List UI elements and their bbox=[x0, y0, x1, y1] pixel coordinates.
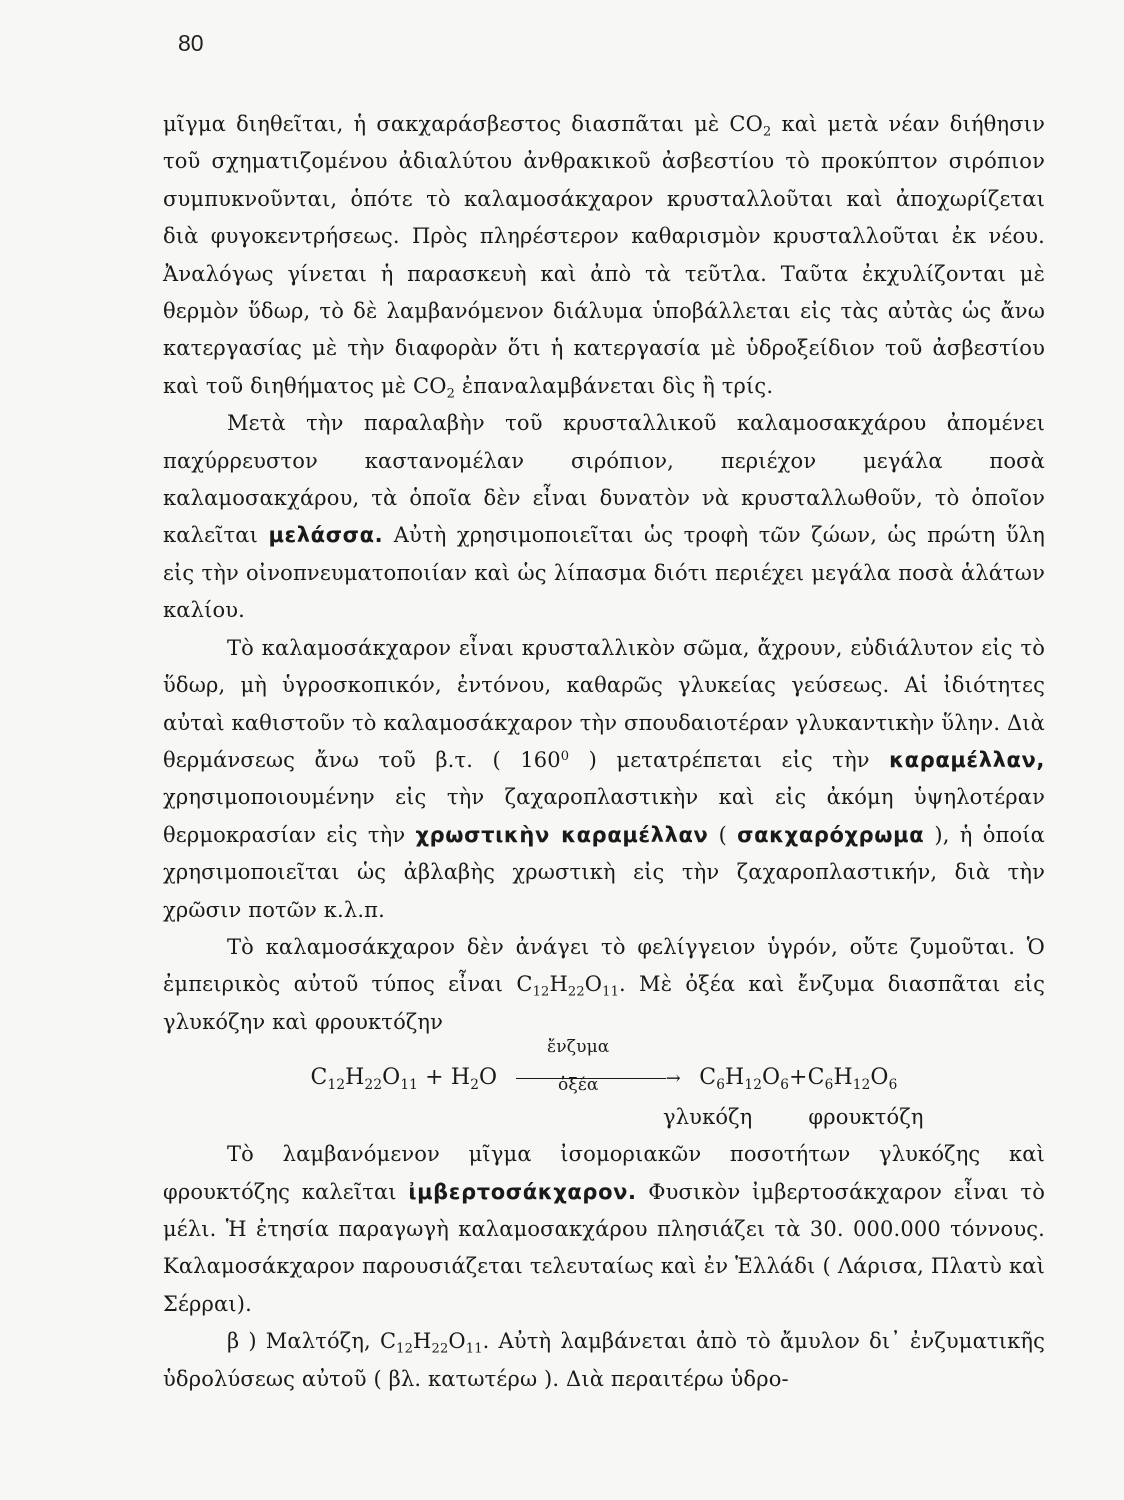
p1-subscript-b: 2 bbox=[446, 386, 456, 402]
eq-water-h: H bbox=[450, 1065, 471, 1091]
p2-text-a: Μετὰ τὴν παραλαβὴν τοῦ κρυσταλλικοῦ καλαμοσακχάρου ἀπομένει παχύρρευστον καστανομέλαν σιρόπιον, περιέχον μεγάλα ποσὰ καλαμοσακχάρου, τὰ ὁποῖα δὲν εἶναι δυνατὸν νὰ κρυσταλλωθοῦν, τὸ ὁποῖον καλεῖται bbox=[163, 411, 1045, 548]
p4-sub-3: 11 bbox=[602, 984, 620, 1000]
degree-superscript: 0 bbox=[560, 748, 570, 764]
p5-text-a: Τὸ λαμβανόμενον μῖγμα ἰσομοριακῶν ποσοτήτων γλυκόζης καὶ φρουκτόζης καλεῖται bbox=[163, 1142, 1045, 1204]
equation-line bbox=[163, 1037, 1045, 1097]
eq-c-sub: 12 bbox=[327, 1077, 346, 1094]
eq-o-sub: 11 bbox=[400, 1077, 418, 1094]
p6-text-b: . Αὐτὴ λαμβάνεται ἀπὸ τὸ ἄμυλον δι᾽ ἐνζυματικῆς ὑδρολύσεως αὐτοῦ ( βλ. κατωτέρω ). Διὰ περαιτέρω ὑδρο- bbox=[163, 1329, 1045, 1391]
eq-p1c-sub: 6 bbox=[716, 1077, 726, 1094]
eq-p1o: O bbox=[762, 1065, 781, 1091]
eq-p2c-sub: 6 bbox=[824, 1077, 834, 1094]
eq-p1o-sub: 6 bbox=[780, 1077, 790, 1094]
arrow-label-below: ὀξέα bbox=[557, 1075, 599, 1096]
p2-text-b: Αὐτὴ χρησιμοποιεῖται ὡς τροφὴ τῶν ζώων, ὡς πρώτη ὕλη εἰς τὴν οἰνοπνευματοποιίαν καὶ ὡς λίπασμα διότι περιέχει μεγάλα ποσὰ ἁλάτων καλίου. bbox=[163, 523, 1045, 623]
paragraph-3 bbox=[163, 630, 1045, 929]
eq-p1c: C bbox=[699, 1065, 717, 1091]
product-name-glucose: γλυκόζη bbox=[663, 1105, 753, 1130]
p3-text-b: ) μετατρέπεται εἰς τὴν bbox=[569, 747, 890, 772]
term-sakcharochroma: σακχαρόχρωμα bbox=[737, 822, 925, 847]
product-name-fructose: φρουκτόζη bbox=[808, 1105, 924, 1130]
p6-h: H bbox=[413, 1329, 432, 1354]
paragraph-6 bbox=[163, 1323, 1045, 1398]
term-melassa: μελάσσα. bbox=[268, 523, 384, 548]
eq-p2h: H bbox=[833, 1065, 853, 1091]
arrow-head: → bbox=[665, 1068, 681, 1090]
eq-water-o: O bbox=[479, 1065, 498, 1091]
p5-text-b: Φυσικὸν ἰμβερτοσάκχαρον εἶναι τὸ μέλι. Ἡ ἐτησία παραγωγὴ καλαμοσακχάρου πλησιάζει τὰ 30. 000.000 τόννους. Καλαμοσάκχαρον παρουσιάζεται τελευταίως καὶ ἐν Ἑλλάδι ( Λάρισα, Πλατὺ καὶ Σέρραι). bbox=[163, 1179, 1045, 1316]
p1-subscript-a: 2 bbox=[762, 124, 772, 140]
eq-p1h-sub: 12 bbox=[744, 1077, 763, 1094]
p6-o: O bbox=[448, 1329, 466, 1354]
eq-p2c: C bbox=[807, 1065, 825, 1091]
p4-sub-2: 22 bbox=[567, 984, 585, 1000]
eq-c: C bbox=[310, 1065, 328, 1091]
reaction-arrow bbox=[503, 1037, 693, 1097]
p4-h: H bbox=[549, 972, 568, 997]
paragraph-5 bbox=[163, 1136, 1045, 1323]
paragraph-4 bbox=[163, 929, 1045, 1041]
paragraph-2 bbox=[163, 405, 1045, 629]
body-text bbox=[163, 106, 1045, 1398]
eq-p2h-sub: 12 bbox=[852, 1077, 871, 1094]
p3-text-a: Τὸ καλαμοσάκχαρον εἶναι κρυσταλλικὸν σῶμα, ἄχρουν, εὐδιάλυτον εἰς τὸ ὕδωρ, μὴ ὑγροσκοπικόν, ἐντόνου, καθαρῶς γλυκείας γεύσεως. Αἱ ἰδιότητες αὐταὶ καθιστοῦν τὸ καλαμοσάκχαρον τὴν σπουδαιοτέραν γλυκαντικὴν ὕλην. Διὰ θερμάνσεως ἄνω τοῦ β.τ. ( 160 bbox=[163, 635, 1045, 772]
p3-text-c: χρησιμοποιουμένην εἰς τὴν ζαχαροπλαστικὴν καὶ εἰς ἀκόμη ὑψηλοτέραν θερμοκρασίαν εἰς τὴν bbox=[163, 785, 1045, 847]
eq-h-sub: 22 bbox=[364, 1077, 383, 1094]
p1-text-a: μῖγμα διηθεῖται, ἡ σακχαράσβεστος διασπᾶται μὲ CO bbox=[163, 112, 763, 136]
p6-sub-1: 12 bbox=[396, 1341, 414, 1357]
eq-plus-2: + bbox=[789, 1065, 808, 1091]
eq-p1h: H bbox=[725, 1065, 745, 1091]
eq-water-h-sub: 2 bbox=[470, 1077, 480, 1094]
p1-text-c: ἐπαναλαμβάνεται δὶς ἢ τρίς. bbox=[455, 373, 774, 398]
eq-o: O bbox=[382, 1065, 401, 1091]
p4-text-b: . Μὲ ὀξέα καὶ ἔνζυμα διασπᾶται εἰς γλυκόζην καὶ φρουκτόζην bbox=[163, 972, 1045, 1034]
p4-sub-1: 12 bbox=[532, 984, 550, 1000]
p6-sub-2: 22 bbox=[431, 1341, 449, 1357]
p4-o: O bbox=[584, 972, 603, 997]
eq-p2o: O bbox=[870, 1065, 889, 1091]
p6-sub-3: 11 bbox=[465, 1341, 483, 1357]
term-karamella: καραμέλλαν, bbox=[889, 747, 1045, 772]
p3-text-e: ), ἡ ὁποία χρησιμοποιεῖται ὡς ἀβλαβὴς χρωστικὴ εἰς τὴν ζαχαροπλαστικήν, διὰ τὴν χρῶσιν ποτῶν κ.λ.π. bbox=[163, 822, 1045, 922]
paragraph-1 bbox=[163, 106, 1045, 405]
p6-text-a: β ) Μαλτόζη, C bbox=[227, 1329, 397, 1354]
term-imvertosakcharon: ἰμβερτοσάκχαρον. bbox=[408, 1179, 637, 1204]
eq-h: H bbox=[345, 1065, 365, 1091]
p4-text-a: Τὸ καλαμοσάκχαρον δὲν ἀνάγει τὸ φελίγγειον ὑγρόν, οὔτε ζυμοῦται. Ὁ ἐμπειρικὸς αὐτοῦ τύπος εἶναι C bbox=[163, 934, 1045, 997]
arrow-label-above: ἔνζυμα bbox=[547, 1037, 610, 1058]
p3-text-d: ( bbox=[708, 822, 738, 847]
hydrolysis-equation bbox=[163, 1037, 1045, 1136]
term-chrostiki-karamella: χρωστικὴν καραμέλλαν bbox=[415, 822, 709, 847]
page-number: 80 bbox=[178, 30, 204, 56]
eq-p2o-sub: 6 bbox=[888, 1077, 898, 1094]
p1-text-b: καὶ μετὰ νέαν διήθησιν τοῦ σχηματιζομένου ἀδιαλύτου ἀνθρακικοῦ ἀσβεστίου τὸ προκύπτον σιρόπιον συμπυκνοῦνται, ὁπότε τὸ καλαμοσάκχαρον κρυσταλλοῦται καὶ ἀποχωρίζεται διὰ φυγοκεντρήσεως. Πρὸς πληρέστερον καθαρισμὸν κρυσταλλοῦται ἐκ νέου. Ἀναλόγως γίνεται ἡ παρασκευὴ καὶ ἀπὸ τὰ τεῦτλα. Ταῦτα ἐκχυλίζονται μὲ θερμὸν ὕδωρ, τὸ δὲ λαμβανόμενον διάλυμα ὑποβάλλεται εἰς τὰς αὐτὰς ὡς ἄνω κατεργασίας μὲ τὴν διαφορὰν ὅτι ἡ κατεργασία μὲ ὑδροξείδιον τοῦ ἀσβεστίου καὶ τοῦ διηθήματος μὲ CO bbox=[163, 112, 1045, 398]
eq-plus: + bbox=[417, 1065, 451, 1091]
product-names bbox=[663, 1099, 980, 1136]
